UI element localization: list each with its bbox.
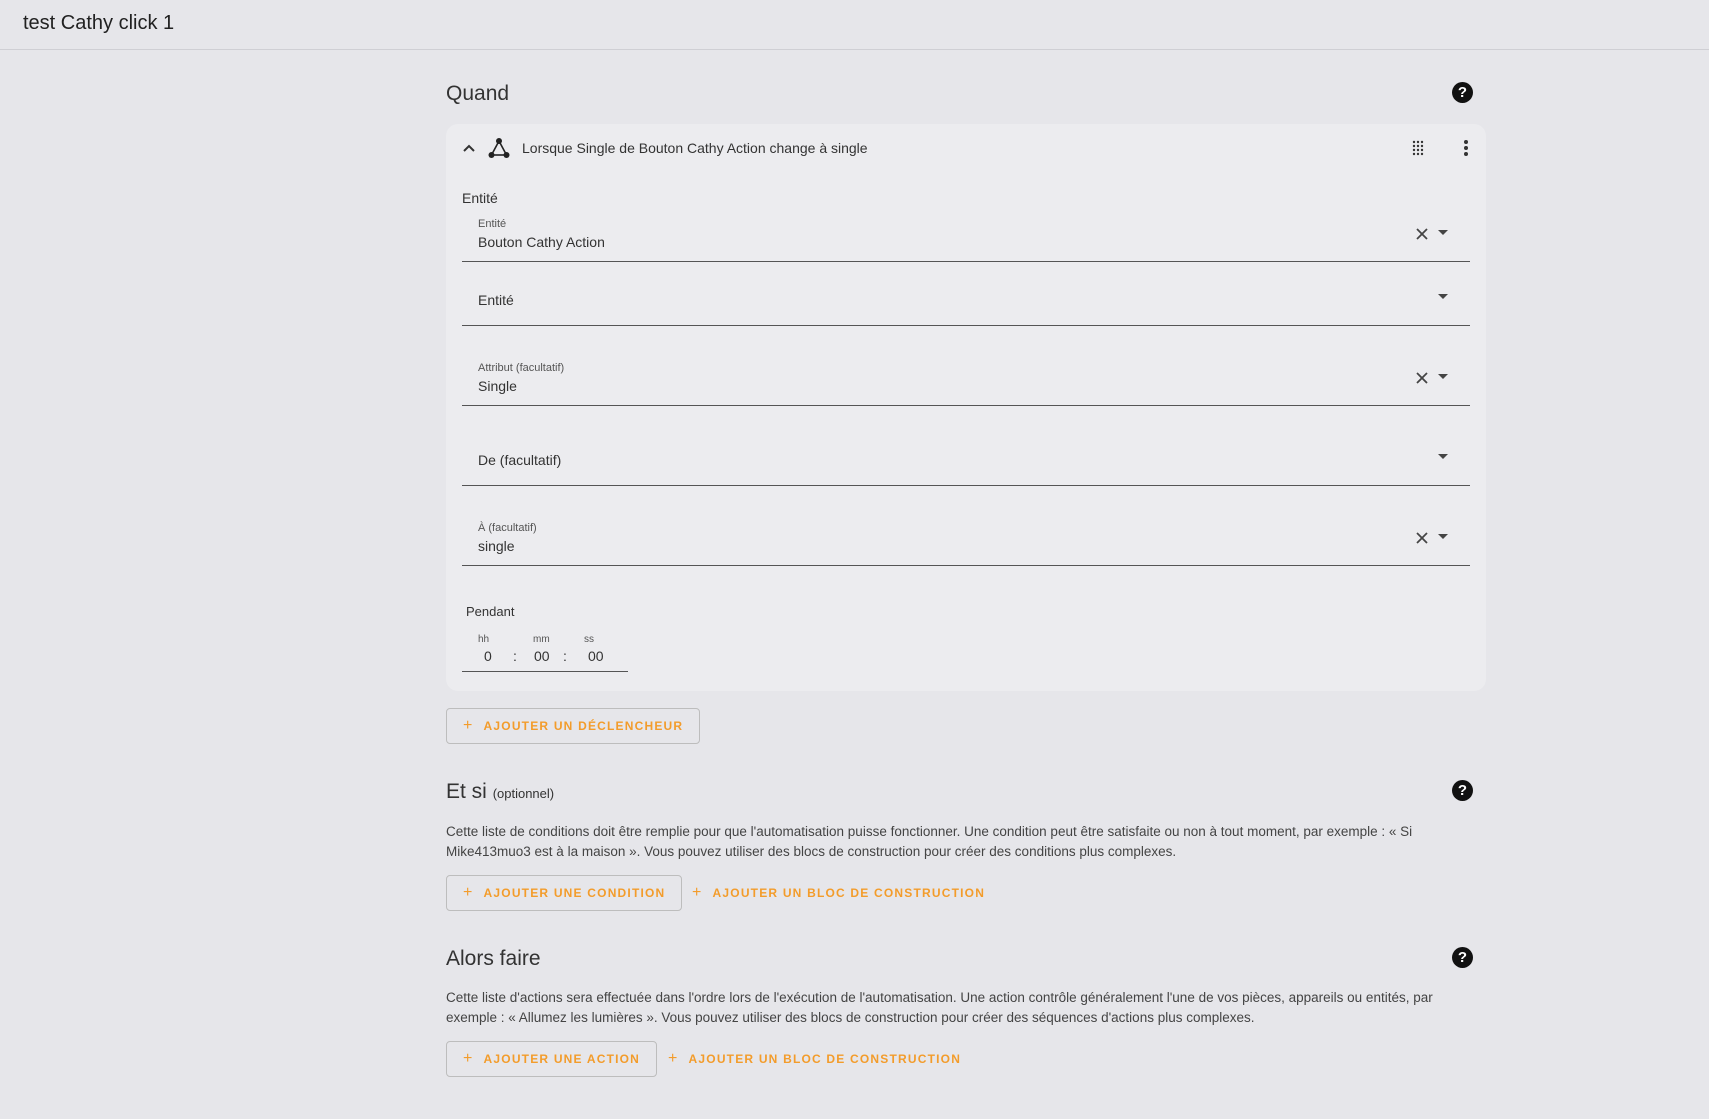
automation-title[interactable]: test Cathy click 1	[23, 12, 175, 34]
duration-separator: :	[563, 648, 567, 664]
seconds-label: ss	[584, 634, 594, 645]
caret-down-icon[interactable]	[1438, 374, 1448, 379]
actions-section-title: Alors faire	[446, 947, 541, 970]
triggers-section-title: Quand	[446, 82, 510, 105]
minutes-label: mm	[533, 634, 550, 645]
attribute-field-value[interactable]: Single	[478, 378, 517, 394]
top-bar	[0, 0, 1709, 50]
trigger-card-header[interactable]	[446, 124, 1486, 172]
seconds-input[interactable]: 00	[588, 648, 604, 664]
duration-label: Pendant	[466, 604, 515, 619]
add-condition-block-button[interactable]	[692, 875, 985, 911]
attribute-field-label: Attribut (facultatif)	[478, 362, 565, 374]
attribute-field[interactable]	[462, 352, 1470, 406]
plus-icon: +	[463, 717, 474, 734]
to-field-label: À (facultatif)	[478, 522, 537, 534]
from-field-placeholder: De (facultatif)	[478, 452, 562, 468]
close-icon[interactable]	[1414, 370, 1430, 386]
entity-add-placeholder: Entité	[478, 292, 514, 308]
hours-label: hh	[478, 634, 490, 645]
entity-group-label: Entité	[462, 190, 498, 206]
entity-field-value[interactable]: Bouton Cathy Action	[478, 234, 605, 250]
entity-add-field[interactable]	[462, 272, 1470, 326]
to-field-value[interactable]: single	[478, 538, 515, 554]
duration-input[interactable]	[462, 628, 628, 672]
close-icon[interactable]	[1414, 226, 1430, 242]
caret-down-icon[interactable]	[1438, 454, 1448, 459]
add-trigger-label: AJOUTER UN DÉCLENCHEUR	[483, 719, 684, 733]
actions-description: Cette liste d'actions sera effectuée dans l'ordre lors de l'exécution de l'automatisation. Une action contrôle généralement l'une de vos pièces, appareils ou entités, par exemple : « Allumez les lumières ». Vous pouvez utiliser des blocs de construction pour créer des séquences d'actions plus complexes.	[446, 990, 1433, 1025]
plus-icon: +	[463, 1050, 474, 1067]
add-condition-label: AJOUTER UNE CONDITION	[483, 886, 666, 900]
plus-icon: +	[692, 884, 703, 901]
entity-field-label: Entité	[478, 218, 507, 230]
minutes-input[interactable]: 00	[534, 648, 550, 664]
help-icon[interactable]: ?	[1452, 780, 1473, 801]
add-condition-button[interactable]	[446, 875, 682, 911]
help-icon[interactable]: ?	[1452, 947, 1473, 968]
caret-down-icon[interactable]	[1438, 230, 1448, 235]
add-condition-block-label: AJOUTER UN BLOC DE CONSTRUCTION	[712, 886, 986, 900]
to-field[interactable]	[462, 512, 1470, 566]
conditions-title-text: Et si	[446, 780, 487, 803]
add-action-label: AJOUTER UNE ACTION	[483, 1052, 641, 1066]
add-action-block-label: AJOUTER UN BLOC DE CONSTRUCTION	[688, 1052, 962, 1066]
help-icon[interactable]: ?	[1452, 82, 1473, 103]
conditions-optional-text: (optionnel)	[492, 786, 555, 801]
dots-vertical-icon[interactable]	[1456, 138, 1476, 158]
from-field[interactable]	[462, 432, 1470, 486]
caret-down-icon[interactable]	[1438, 294, 1448, 299]
entity-field[interactable]	[462, 208, 1470, 262]
conditions-description: Cette liste de conditions doit être remplie pour que l'automatisation puisse fonctionner. Une condition peut être satisfaite ou non à tout moment, par exemple : « Si Mike413muo3 est à la maison ». Vous pouvez utiliser des blocs de construction pour créer des conditions plus complexes.	[446, 824, 1413, 859]
drag-handle-icon[interactable]	[1408, 138, 1428, 158]
close-icon[interactable]	[1414, 530, 1430, 546]
add-action-button[interactable]	[446, 1041, 657, 1077]
conditions-section-title	[446, 780, 554, 804]
chevron-up-icon[interactable]	[460, 139, 478, 157]
plus-icon: +	[668, 1050, 679, 1067]
add-action-block-button[interactable]	[668, 1041, 961, 1077]
trigger-card-title: Lorsque Single de Bouton Cathy Action change à single	[522, 140, 868, 156]
add-trigger-button[interactable]	[446, 708, 700, 744]
state-trigger-icon	[487, 136, 511, 160]
caret-down-icon[interactable]	[1438, 534, 1448, 539]
hours-input[interactable]: 0	[484, 648, 492, 664]
plus-icon: +	[463, 884, 474, 901]
trigger-card	[446, 124, 1486, 691]
duration-separator: :	[513, 648, 517, 664]
